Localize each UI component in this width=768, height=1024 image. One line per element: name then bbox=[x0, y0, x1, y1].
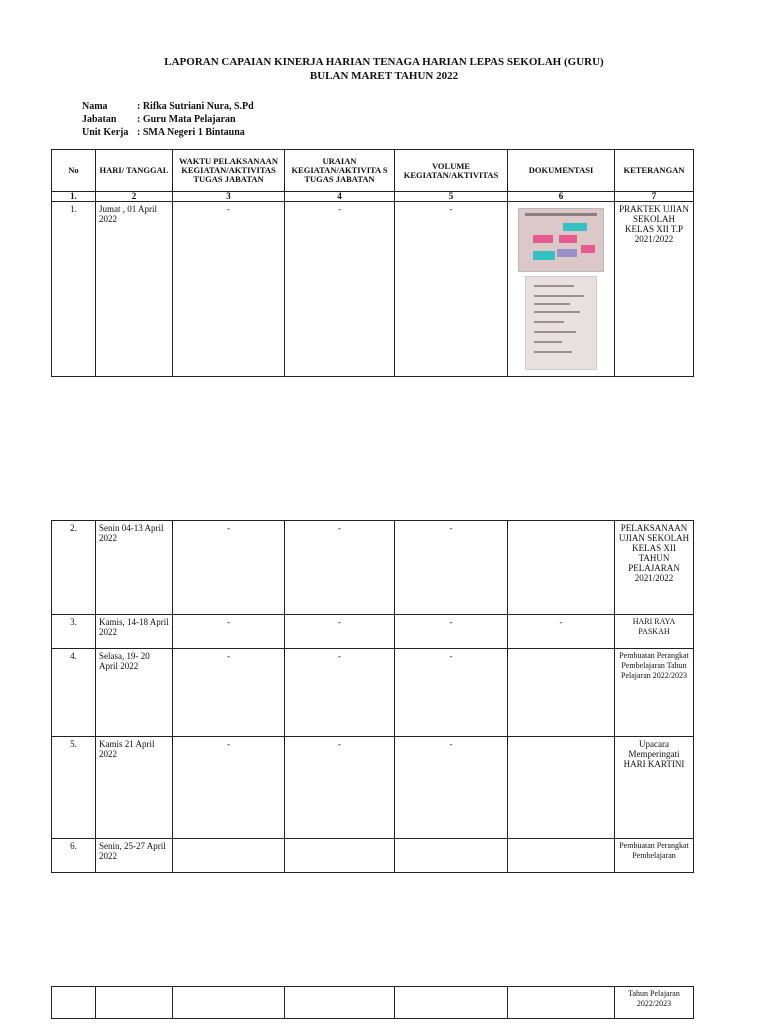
documentation-photo-paper bbox=[525, 276, 597, 370]
row-waktu: - bbox=[173, 521, 285, 615]
header-dokumentasi: DOKUMENTASI bbox=[508, 150, 615, 192]
unit-label: Unit Kerja bbox=[82, 127, 129, 138]
row-dokumentasi bbox=[508, 649, 615, 737]
row-documentation bbox=[508, 202, 615, 377]
row-no bbox=[52, 987, 96, 1019]
row-uraian bbox=[285, 987, 395, 1019]
row-uraian bbox=[285, 839, 395, 873]
row-volume: - bbox=[395, 521, 508, 615]
row-keterangan: Upacara Memperingati HARI KARTINI bbox=[615, 737, 694, 839]
col-num-1: 1. bbox=[52, 192, 96, 202]
row-waktu: - bbox=[173, 649, 285, 737]
row-uraian: - bbox=[285, 649, 395, 737]
col-num-6: 6 bbox=[508, 192, 615, 202]
row-waktu bbox=[173, 839, 285, 873]
unit-value: : SMA Negeri 1 Bintauna bbox=[137, 127, 245, 138]
header-waktu: WAKTU PELAKSANAAN KEGIATAN/AKTIVITAS TUGAS JABATAN bbox=[173, 150, 285, 192]
col-num-5: 5 bbox=[395, 192, 508, 202]
row-dokumentasi bbox=[508, 521, 615, 615]
table-row bbox=[52, 615, 694, 649]
row-volume: - bbox=[395, 615, 508, 649]
row-waktu: - bbox=[173, 737, 285, 839]
col-num-4: 4 bbox=[285, 192, 395, 202]
nama-value: : Rifka Sutriani Nura, S.Pd bbox=[137, 101, 254, 112]
identity-jabatan bbox=[82, 114, 236, 125]
row-date: Kamis, 14-18 April 2022 bbox=[96, 615, 173, 649]
identity-nama bbox=[82, 101, 254, 112]
jabatan-label: Jabatan bbox=[82, 114, 117, 125]
table-row bbox=[52, 839, 694, 873]
documentation-photo-schedule bbox=[518, 208, 604, 272]
row-dokumentasi bbox=[508, 987, 615, 1019]
row-no: 4. bbox=[52, 649, 96, 737]
row-date: Kamis 21 April 2022 bbox=[96, 737, 173, 839]
row-waktu: - bbox=[173, 202, 285, 377]
header-volume: VOLUME KEGIATAN/AKTIVITAS bbox=[395, 150, 508, 192]
report-table-part-3 bbox=[51, 986, 694, 1019]
row-volume bbox=[395, 839, 508, 873]
header-uraian: URAIAN KEGIATAN/AKTIVITA S TUGAS JABATAN bbox=[285, 150, 395, 192]
header-keterangan: KETERANGAN bbox=[615, 150, 694, 192]
row-volume: - bbox=[395, 737, 508, 839]
row-keterangan: PELAKSANAAN UJIAN SEKOLAH KELAS XII TAHUN PELAJARAN 2021/2022 bbox=[615, 521, 694, 615]
row-dokumentasi bbox=[508, 839, 615, 873]
row-date: Senin, 25-27 April 2022 bbox=[96, 839, 173, 873]
row-volume: - bbox=[395, 202, 508, 377]
row-dokumentasi bbox=[508, 737, 615, 839]
header-no: No bbox=[52, 150, 96, 192]
row-keterangan: Tahun Pelajaran 2022/2023 bbox=[615, 987, 694, 1019]
row-waktu bbox=[173, 987, 285, 1019]
row-keterangan: HARI RAYA PASKAH bbox=[615, 615, 694, 649]
row-uraian: - bbox=[285, 521, 395, 615]
row-date: Senin 04-13 April 2022 bbox=[96, 521, 173, 615]
col-num-7: 7 bbox=[615, 192, 694, 202]
row-keterangan: Pembuatan Perangkat Pembelajaran Tahun Pelajaran 2022/2023 bbox=[615, 649, 694, 737]
row-volume bbox=[395, 987, 508, 1019]
report-title: LAPORAN CAPAIAN KINERJA HARIAN TENAGA HARIAN LEPAS SEKOLAH (GURU) bbox=[164, 56, 604, 68]
nama-label: Nama bbox=[82, 101, 108, 112]
row-uraian: - bbox=[285, 202, 395, 377]
row-no: 5. bbox=[52, 737, 96, 839]
row-no: 2. bbox=[52, 521, 96, 615]
table-row bbox=[52, 737, 694, 839]
row-date: Jumat , 01 April 2022 bbox=[96, 202, 173, 377]
report-table-part-2 bbox=[51, 520, 694, 873]
row-volume: - bbox=[395, 649, 508, 737]
row-uraian: - bbox=[285, 615, 395, 649]
row-no: 6. bbox=[52, 839, 96, 873]
row-date bbox=[96, 987, 173, 1019]
report-subtitle: BULAN MARET TAHUN 2022 bbox=[309, 70, 459, 82]
column-number-row bbox=[52, 192, 694, 202]
row-no: 1. bbox=[52, 202, 96, 377]
row-keterangan: Pembuatan Perangkat Pembelajaran bbox=[615, 839, 694, 873]
row-uraian: - bbox=[285, 737, 395, 839]
col-num-2: 2 bbox=[96, 192, 173, 202]
row-dokumentasi: - bbox=[508, 615, 615, 649]
table-header-row bbox=[52, 150, 694, 192]
jabatan-value: : Guru Mata Pelajaran bbox=[137, 114, 236, 125]
header-tanggal: HARI/ TANGGAL bbox=[96, 150, 173, 192]
table-row bbox=[52, 987, 694, 1019]
table-row bbox=[52, 649, 694, 737]
table-row bbox=[52, 521, 694, 615]
table-row bbox=[52, 202, 694, 377]
row-date: Selasa, 19- 20 April 2022 bbox=[96, 649, 173, 737]
col-num-3: 3 bbox=[173, 192, 285, 202]
row-keterangan: PRAKTEK UJIAN SEKOLAH KELAS XII T.P 2021/2022 bbox=[615, 202, 694, 377]
identity-unit bbox=[82, 127, 245, 138]
row-no: 3. bbox=[52, 615, 96, 649]
row-waktu: - bbox=[173, 615, 285, 649]
report-table-part-1 bbox=[51, 149, 694, 377]
